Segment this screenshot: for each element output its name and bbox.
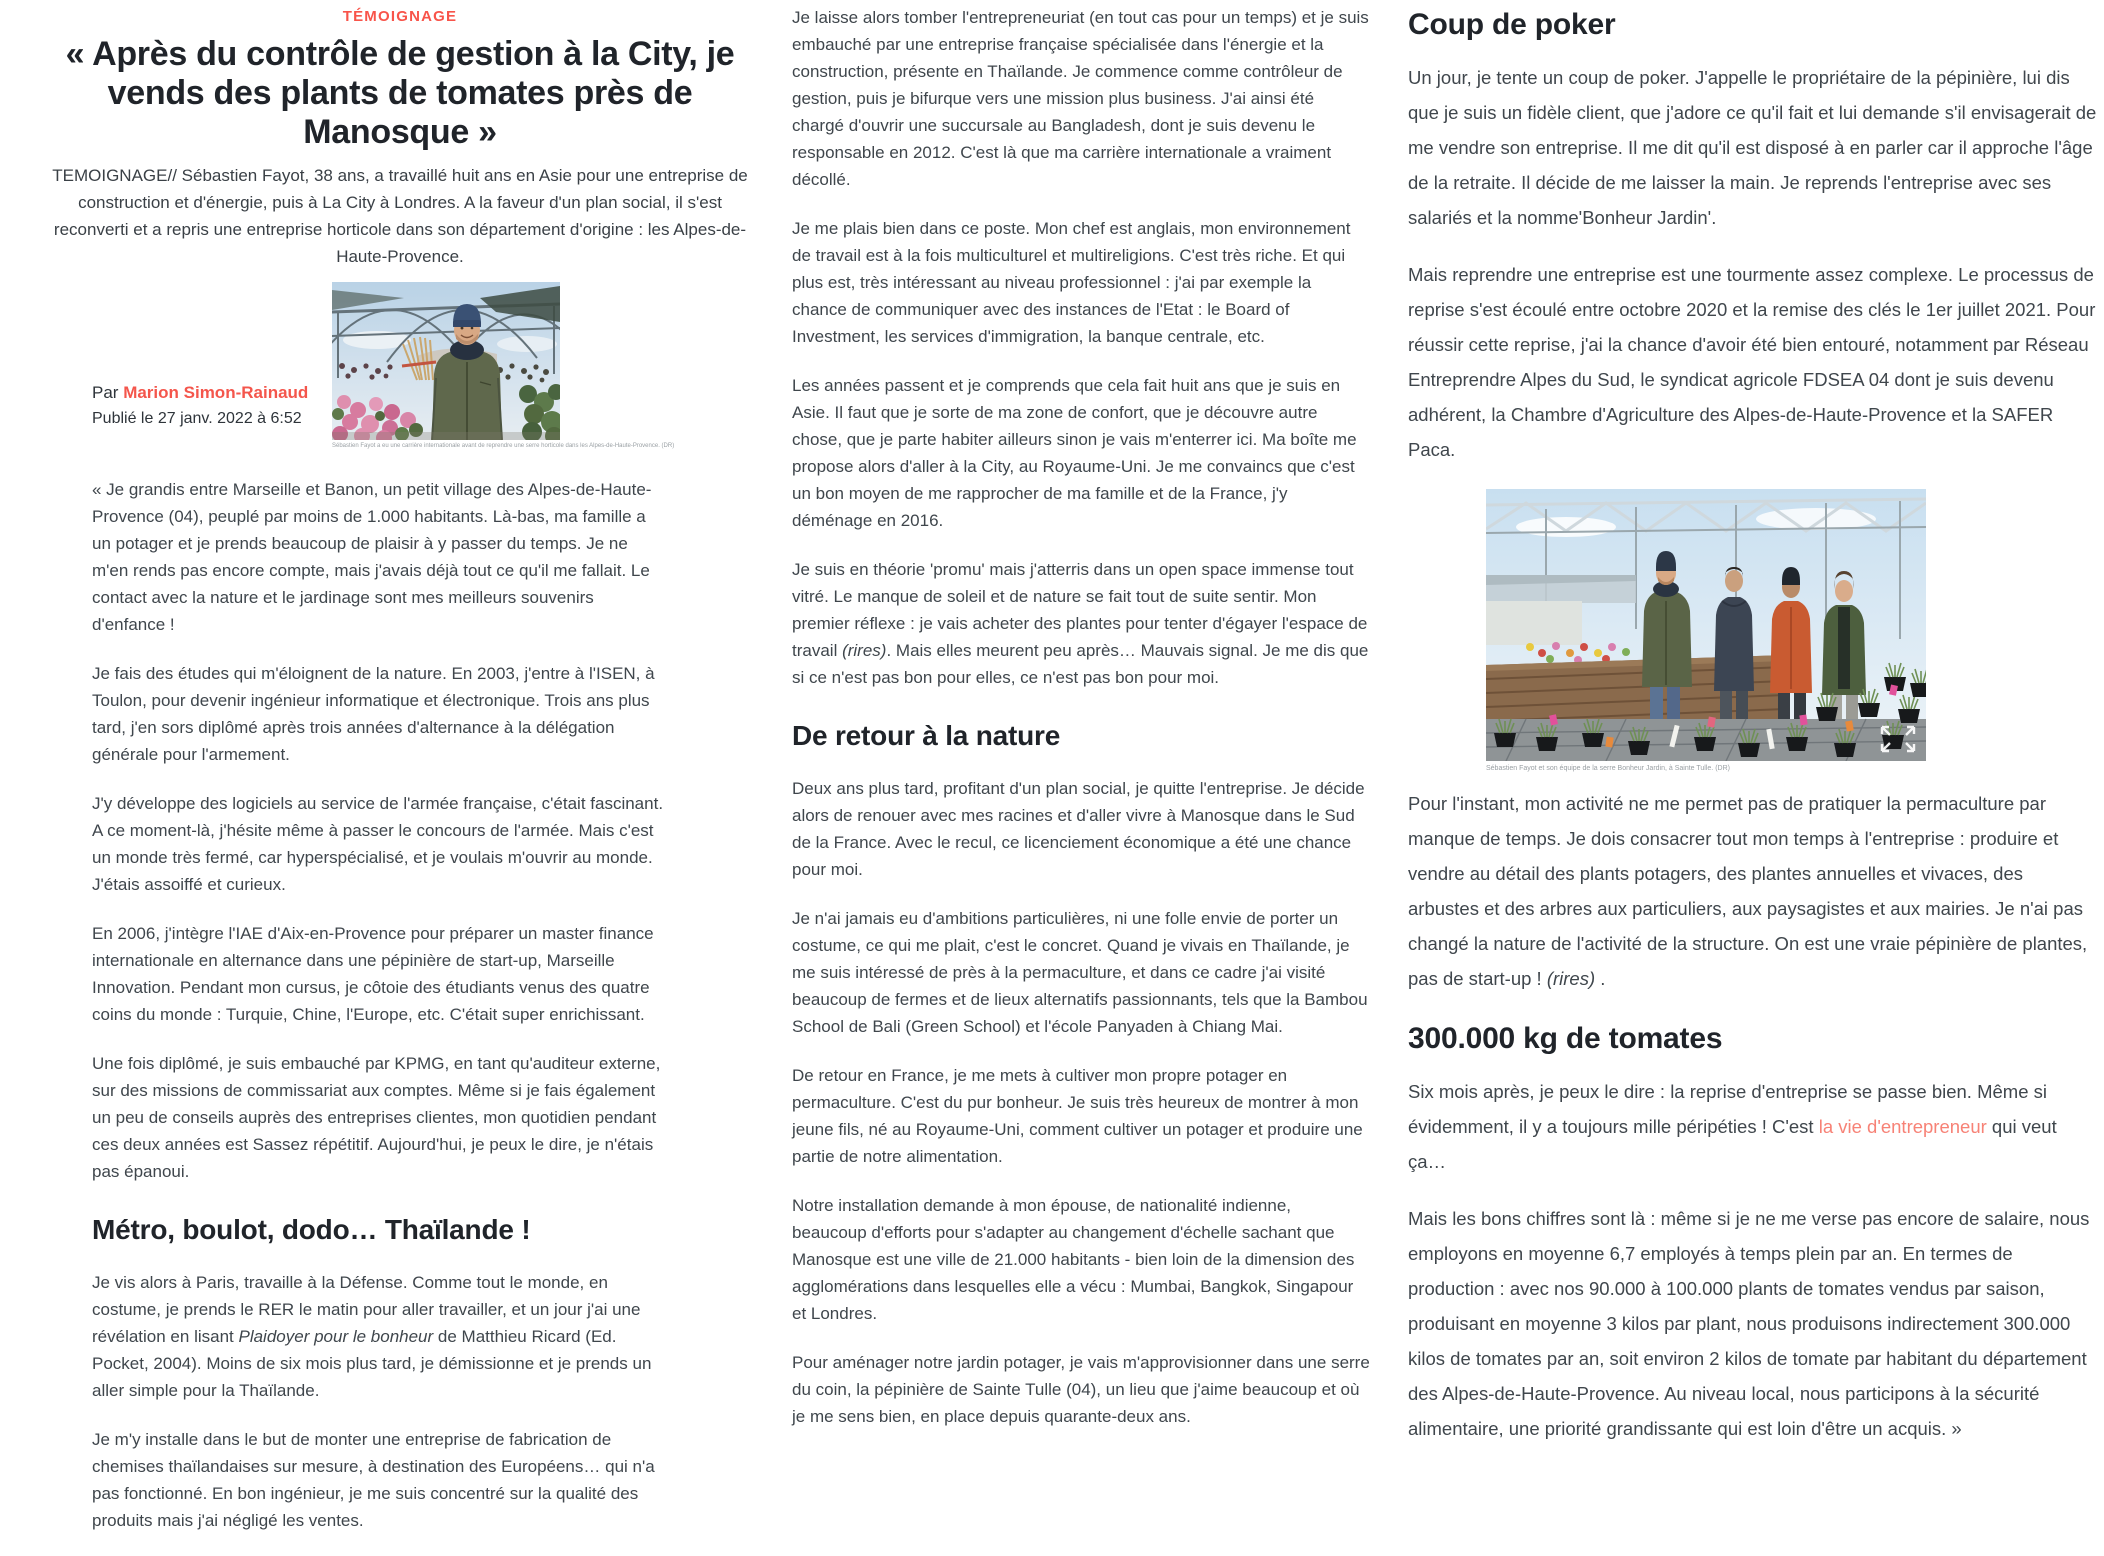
paragraph: Je n'ai jamais eu d'ambitions particulières, ni une folle envie de porter un costume, ce qui me plait, c'est le concret. Quand je vivais en Thaïlande, je me suis intéressé de près à la permaculture, et dans ce cadre j'ai visité beaucoup de fermes et de lieux alternatifs passionnants, tels que la Bambou School de Bali (Green School) et l'école Panyaden à Chiang Mai. [792,909,1368,1036]
portrait-photo-caption: Sébastien Fayot a eu une carrière internationale avant de reprendre une serre horticole dans les Alpes-de-Haute-Provence. (DR) [332,443,675,449]
paragraph: Mais reprendre une entreprise est une tourmente assez complexe. Le processus de reprise s'est écoulé entre octobre 2020 et la remise des clés le 1er juillet 2021. Pour réussir cette reprise, j'ai la chance d'avoir été bien entouré, notamment par Réseau Entreprendre Alpes du Sud, le syndicat agricole FDSEA 04 dont je suis devenu adhérent, la Chambre d'Agriculture des Alpes-de-Haute-Provence et la SAFER Paca. [1408,264,2096,460]
paragraph: Je fais des études qui m'éloignent de la nature. En 2003, j'entre à l'ISEN, à Toulon, pour devenir ingénieur informatique et électronique. Trois ans plus tard, j'en sors diplômé après trois années d'alternance à la délégation générale pour l'armement. [92,664,655,764]
rires-italic: (rires) [842,641,887,660]
portrait-photo [332,282,560,440]
paragraph: Un jour, je tente un coup de poker. J'appelle le propriétaire de la pépinière, lui dis que je suis un fidèle client, que j'adore ce qu'il fait et lui demande s'il envisagerait de me vendre son entreprise. Il me dit qu'il est disposé à en parler car il approche l'âge de la retraite. Il décide de me laisser la main. Je reprends l'entreprise avec ses salariés et la nomme'Bonheur Jardin'. [1408,67,2097,228]
paragraph: Je m'y installe dans le but de monter une entreprise de fabrication de chemises thaïlandaises sur mesure, à destination des Européens… qui n'a pas fonctionné. En bon ingénieur, je me suis concentré sur la qualité des produits mais j'ai négligé les ventes. [92,1430,655,1530]
byline-prefix: Par [92,383,124,402]
paragraph: Je laisse alors tomber l'entrepreneuriat (en tout cas pour un temps) et je suis embauché par une entreprise française spécialisée dans l'énergie et la construction, présente en Thaïlande. Je commence comme contrôleur de gestion, puis je bifurque vers une mission plus business. J'ai ainsi été chargé d'ouvrir une succursale au Bangladesh, dont je suis devenu le responsable en 2012. C'est là que ma carrière internationale a vraiment décollé. [792,8,1369,189]
paragraph: Notre installation demande à mon épouse, de nationalité indienne, beaucoup d'efforts pour s'adapter au changement d'échelle sachant que Manosque est une ville de 21.000 habitants - bien loin de la dimension des agglomérations dans lesquelles elle a vécu : Mumbai, Bangkok, Singapour et Londres. [792,1196,1355,1323]
paragraph-text: de Matthieu Ricard (Ed. Pocket, 2004). Moins de six mois plus tard, je démissionne et je prends un aller simple pour la Thaïlande. [92,1327,652,1400]
team-photo[interactable] [1486,489,1926,761]
paragraph: Mais les bons chiffres sont là : même si je ne me verse pas encore de salaire, nous employons en moyenne 6,7 employés à temps plein par an. En termes de production : avec nos 90.000 à 100.000 plants de tomates vendus par saison, produisant en moyenne 3 kilos par plant, nous produisons indirectement 300.000 kilos de tomates par an, soit environ 2 kilos de tomate par habitant du département des Alpes-de-Haute-Provence. Au niveau local, nous participons à la sécurité alimentaire, une priorité grandissante qui est loin d'être un acquis. » [1408,1208,2090,1439]
author-line [92,383,308,403]
left-column [40,0,760,1556]
section-heading-tomates: 300.000 kg de tomates [1408,1022,1723,1055]
paragraph: J'y développe des logiciels au service de l'armée française, c'était fascinant. A ce moment-là, j'hésite même à passer le concours de l'armée. Mais c'est un monde très fermé, car hyperspécialisé, et je voulais m'ouvrir au monde. J'étais assoiffé et curieux. [92,794,664,894]
right-column [1408,0,2098,1468]
paragraph [1408,1074,2098,1179]
paragraph: Une fois diplômé, je suis embauché par KPMG, en tant qu'auditeur externe, sur des missions de commissariat aux comptes. Même si je fais également un peu de conseils auprès des entreprises clientes, mon quotidien pendant ces deux années est Sassez répétitif. Aujourd'hui, je peux le dire, je n'étais pas épanoui. [92,1054,661,1181]
paragraph-text: Pour l'instant, mon activité ne me permet pas de pratiquer la permaculture par manque de temps. Je dois consacrer tout mon temps à l'entreprise : produire et vendre au détail des plants potagers, des plantes annuelles et vivaces, des arbustes et des arbres aux particuliers, aux paysagistes et aux mairies. Je n'ai pas changé la nature de l'activité de la structure. On est une vraie pépinière de plantes, pas de start-up ! [1408,793,2088,989]
paragraph: De retour en France, je me mets à cultiver mon propre potager en permaculture. C'est du pur bonheur. Je suis très heureux de montrer à mon jeune fils, né au Royaume-Uni, comment cultiver un potager et produire une partie de notre alimentation. [792,1066,1363,1166]
paragraph-text: . Mais elles meurent peu après… Mauvais signal. Je me dis que si ce n'est pas bon pour elles, ce n'est pas bon pour moi. [792,641,1369,687]
paragraph [92,1269,668,1404]
paragraph-text: Je vis alors à Paris, travaille à la Défense. Comme tout le monde, en costume, je prends le RER le matin pour aller travailler, et un jour j'ai une révélation en lisant [92,1273,641,1346]
rires-italic: (rires) [1546,968,1596,989]
book-title-italic: Plaidoyer pour le bonheur [238,1327,434,1346]
author-link[interactable]: Marion Simon-Rainaud [123,383,309,402]
section-heading-thailande: Métro, boulot, dodo… Thaïlande ! [92,1214,531,1245]
paragraph: Deux ans plus tard, profitant d'un plan social, je quitte l'entreprise. Je décide alors de renouer avec mes racines et d'aller vivre à Manosque dans le Sud de la France. Avec le recul, ce licenciement économique a été une chance pour moi. [792,779,1365,879]
article-title: « Après du contrôle de gestion à la City, je vends des plants de tomates près de Manosque » [65,35,735,151]
paragraph: « Je grandis entre Marseille et Banon, un petit village des Alpes-de-Haute-Provence (04), peuplé par moins de 1.000 habitants. Là-bas, ma famille a un potager et je prends beaucoup de plaisir à y passer du temps. Je ne m'en rends pas encore compte, mais j'avais déjà tout ce qu'il me fallait. Le contact avec la nature et le jardinage sont mes meilleurs souvenirs d'enfance ! [92,480,652,634]
section-heading-nature: De retour à la nature [792,720,1061,751]
paragraph-text: Six mois après, je peux le dire : la reprise d'entreprise se passe bien. Même si évidemment, il y a toujours mille péripéties ! C'est [1408,1081,2047,1137]
kicker-temoignage[interactable]: TÉMOIGNAGE [342,8,458,25]
team-photo-figure [1486,489,1926,772]
middle-column [792,0,1370,1452]
team-photo-caption: Sébastien Fayot et son équipe de la serre Bonheur Jardin, à Sainte Tulle. (DR) [1486,765,1730,772]
paragraph: Je me plais bien dans ce poste. Mon chef est anglais, mon environnement de travail est à la fois multiculturel et multireligions. C'est très riche. Et qui plus est, très intéressant au niveau professionnel : j'ai par exemple la chance de communiquer avec des instances de l'Etat : le Board of Investment, les services d'immigration, la banque centrale, etc. [792,219,1351,346]
paragraph-text: qui veut ça… [1408,1116,2057,1172]
paragraph: Les années passent et je comprends que cela fait huit ans que je suis en Asie. Il faut que je sorte de ma zone de confort, que je découvre autre chose, que je parte habiter ailleurs sinon je vais m'enterrer ici. Ma boîte me propose alors d'aller à la City, au Royaume-Uni. Je me convaincs que c'est un bon moyen de me rapprocher de ma famille et de la France, j'y déménage en 2016. [792,376,1357,530]
paragraph: Pour aménager notre jardin potager, je vais m'approvisionner dans une serre du coin, la pépinière de Sainte Tulle (04), un lieu que j'aime beaucoup et où je me sens bien, en place depuis quarante-deux ans. [792,1353,1370,1426]
paragraph-text: Je suis en théorie 'promu' mais j'atterris dans un open space immense tout vitré. Le manque de soleil et de nature se fait tout de suite sentir. Mon premier réflexe : je vais acheter des plantes pour tenter d'égayer l'espace de travail [792,560,1368,660]
left-article-body [92,476,668,1534]
section-heading-poker: Coup de poker [1408,8,1616,41]
paragraph [792,556,1370,691]
portrait-photo-figure [332,282,675,449]
byline-row [40,278,760,454]
paragraph-text: . [1595,968,1606,989]
article-lede: TEMOIGNAGE// Sébastien Fayot, 38 ans, a travaillé huit ans en Asie pour une entreprise de construction et d'énergie, puis à La City à Londres. A la faveur d'un plan social, il s'est reconverti et a repris une entreprise horticole dans son département d'origine : les Alpes-de-Haute-Provence. [52,166,748,266]
byline [92,383,308,428]
paragraph [1408,786,2098,996]
publish-date: Publié le 27 janv. 2022 à 6:52 [92,410,302,427]
entrepreneur-life-link[interactable]: la vie d'entrepreneur [1818,1116,1987,1137]
paragraph: En 2006, j'intègre l'IAE d'Aix-en-Provence pour préparer un master finance internationale en alternance dans une pépinière de start-up, Marseille Innovation. Pendant mon cursus, je côtoie des étudiants venus des quatre coins du monde : Turquie, Chine, l'Europe, etc. C'était super enrichissant. [92,924,654,1024]
